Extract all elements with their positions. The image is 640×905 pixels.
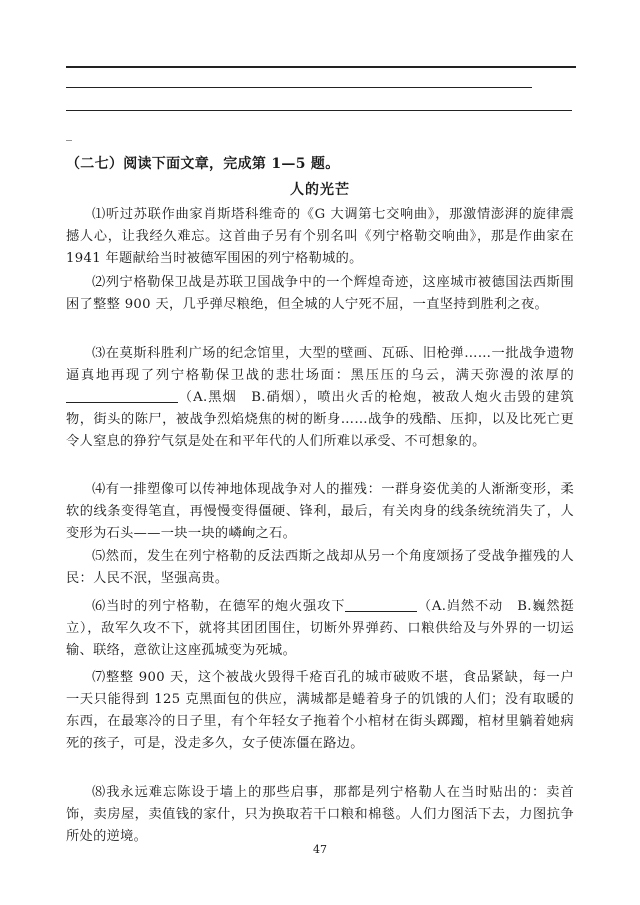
paragraph-7: ⑺整整 900 天，这个被战火毁得千疮百孔的城市破败不堪，食品紧缺，每一户一天只能得到 125 克黑面包的供应，满城都是蜷着身子的饥饿的人们；没有取暖的东西，在最寒冷的日子里，有个年轻女子拖着个小棺材在街头踯躅，棺材里躺着她病死的孩子，可是，没走多久，女子使冻僵在路边。 — [66, 670, 574, 751]
paragraph-6 — [66, 596, 574, 662]
paragraph-4: ⑷有一排塑像可以传神地体现战争对人的摧残：一群身姿优美的人渐渐变形，柔软的线条变得笔直，再慢慢变得僵硬、锋利，最后，有关肉身的线条统统消失了，人变形为石头——一块一块的嶙峋之石。 — [66, 482, 574, 541]
paragraph-1: ⑴听过苏联作曲家肖斯塔科维奇的《G 大调第七交响曲》，那激情澎湃的旋律震撼人心，让我经久难忘。这首曲子另有个别名叫《列宁格勒交响曲》，那是作曲家在 1941 年题献给当时被德军围困的列宁格勒城的。 — [66, 207, 574, 266]
page-number: 47 — [313, 843, 327, 856]
answer-line — [66, 87, 532, 88]
paragraph-6-text-before-blank: ⑹当时的列宁格勒，在德军的炮火强攻下 — [92, 599, 346, 614]
answer-line-end-mark: _ — [66, 127, 72, 141]
section-heading: （二七）阅读下面文章，完成第 1—5 题。 — [66, 156, 340, 172]
fill-in-blank[interactable] — [345, 597, 417, 612]
fill-in-blank[interactable] — [66, 388, 178, 403]
paragraph-3-text-after-blank: （A.黑烟 B.硝烟），喷出火舌的枪炮，被敌人炮火击毁的建筑物，街头的陈尸，被战争烈焰烧焦的树的断身……战争的残酷、压抑，以及比死亡更令人窒息的狰狞气氛是处在和平年代的人们所难以承受、不可想象的。 — [66, 390, 574, 449]
answer-line — [66, 110, 572, 111]
paragraph-8: ⑻我永远难忘陈设于墙上的那些启事，那都是列宁格勒人在当时贴出的：卖首饰，卖房屋，卖值钱的家什，只为换取若干口粮和棉毯。人们力图活下去，力图抗争所处的逆境。 — [66, 785, 574, 844]
paragraph-6-text-after-blank: （A.岿然不动 B.巍然挺立），敌军久攻不下，就将其团团围住，切断外界弹药、口粮供给及与外界的一切运输、联络，意欲让这座孤城变为死城。 — [66, 599, 574, 658]
paragraph-5: ⑸然而，发生在列宁格勒的反法西斯之战却从另一个角度颂扬了受战争摧残的人民：人民不泯，坚强高贵。 — [66, 549, 574, 586]
paragraph-2: ⑵列宁格勒保卫战是苏联卫国战争中的一个辉煌奇迹，这座城市被德国法西斯围困了整整 900 天，几乎弹尽粮绝，但全城的人宁死不屈，一直坚持到胜利之夜。 — [66, 275, 574, 312]
paragraph-3-text-before-blank: ⑶在莫斯科胜利广场的纪念馆里，大型的壁画、瓦砾、旧枪弹……一批战争遗物逼真地再现了列宁格勒保卫战的悲壮场面：黑压压的乌云，满天弥漫的浓厚的 — [66, 346, 574, 383]
article-title: 人的光芒 — [290, 182, 350, 198]
answer-line — [66, 66, 576, 68]
paragraph-3 — [66, 343, 574, 453]
